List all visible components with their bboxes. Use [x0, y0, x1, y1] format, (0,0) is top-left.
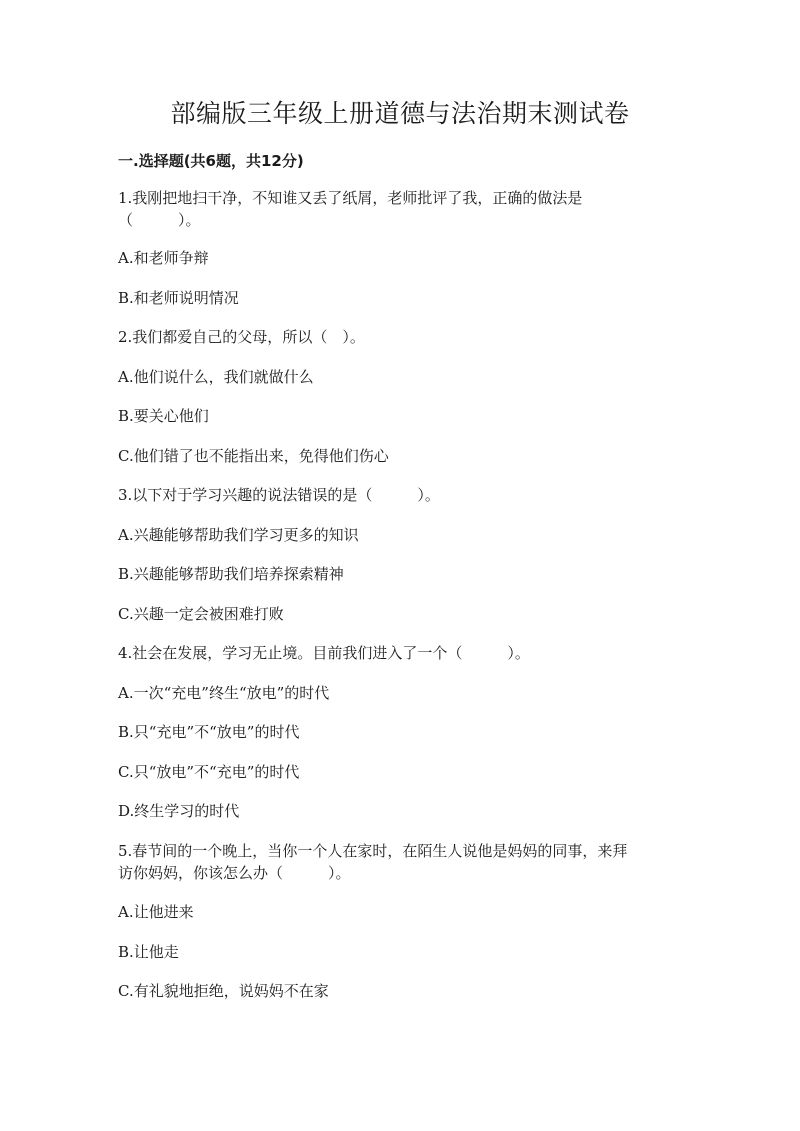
question-2-option-a: A.他们说什么，我们就做什么 [118, 368, 314, 386]
question-3-option-c: C.兴趣一定会被困难打败 [118, 605, 284, 623]
page-title: 部编版三年级上册道德与法治期末测试卷 [170, 99, 630, 128]
question-5-option-a: A.让他进来 [118, 903, 194, 921]
question-4-stem: 4.社会在发展，学习无止境。目前我们进入了一个（ ）。 [118, 644, 530, 662]
question-5-stem: 5.春节间的一个晚上，当你一个人在家时，在陌生人说他是妈妈的同事，来拜 [118, 842, 628, 860]
section-heading: 一.选择题(共6题，共12分) [118, 152, 304, 170]
question-3-option-a: A.兴趣能够帮助我们学习更多的知识 [118, 526, 359, 544]
question-2-option-c: C.他们错了也不能指出来，免得他们伤心 [118, 447, 389, 465]
question-2-option-b: B.要关心他们 [118, 407, 209, 425]
question-3-option-b: B.兴趣能够帮助我们培养探索精神 [118, 565, 344, 583]
question-5-option-c: C.有礼貌地拒绝，说妈妈不在家 [118, 982, 329, 1000]
question-5-stem-cont: 访你妈妈，你该怎么办（ ）。 [118, 864, 351, 882]
question-4-option-d: D.终生学习的时代 [118, 802, 240, 820]
question-3-stem: 3.以下对于学习兴趣的说法错误的是（ ）。 [118, 486, 440, 504]
question-4-option-a: A.一次“充电”终生“放电”的时代 [118, 684, 330, 702]
question-4-option-b: B.只“充电”不“放电”的时代 [118, 723, 300, 741]
question-1-stem-cont: （ ）。 [118, 211, 201, 229]
question-2-stem: 2.我们都爱自己的父母，所以（ ）。 [118, 328, 365, 346]
question-1-option-a: A.和老师争辩 [118, 249, 209, 267]
question-1-option-b: B.和老师说明情况 [118, 289, 239, 307]
question-4-option-c: C.只“放电”不“充电”的时代 [118, 763, 300, 781]
question-1-stem: 1.我刚把地扫干净，不知谁又丢了纸屑，老师批评了我，正确的做法是 [118, 189, 583, 207]
question-5-option-b: B.让他走 [118, 943, 179, 961]
